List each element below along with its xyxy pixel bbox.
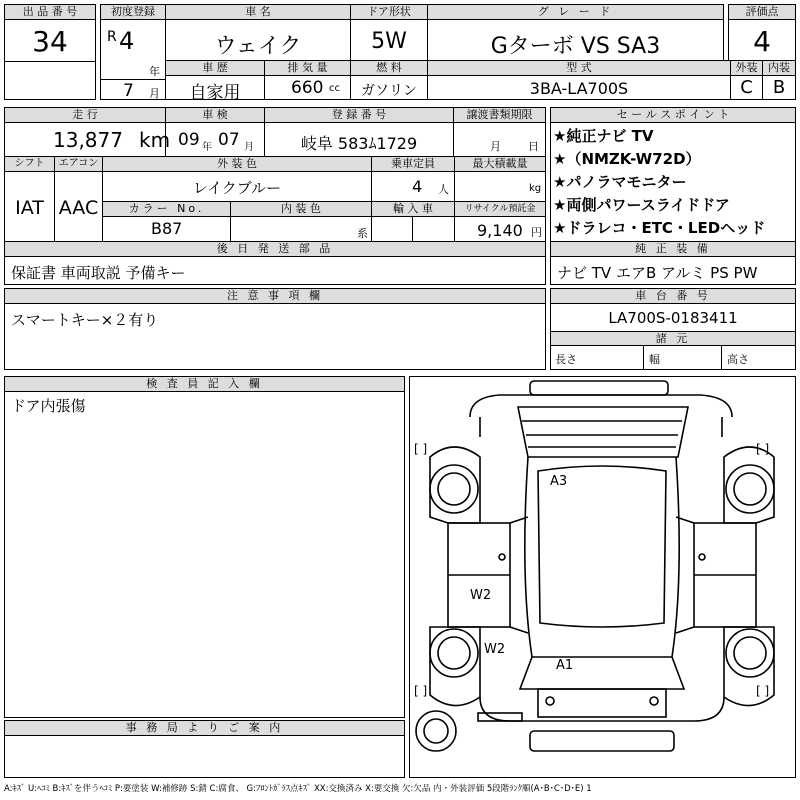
- score-box: [728, 4, 796, 61]
- damage-mark: W2: [470, 588, 492, 603]
- specs-length: 長さ: [555, 353, 577, 366]
- import-box: [371, 201, 455, 242]
- inspection-month: 07: [218, 130, 240, 150]
- chassis-box: [550, 288, 796, 370]
- door-label: ドア形状: [351, 5, 427, 20]
- interior-grade-label: 内装: [763, 61, 795, 76]
- exterior-color-label: 外 装 色: [103, 157, 371, 172]
- lot-number: 34: [32, 25, 68, 58]
- inspection-year-unit: 年: [202, 142, 212, 153]
- color-no: B87: [151, 219, 183, 238]
- door-type: 5W: [371, 29, 407, 54]
- shift-label: シフト: [5, 157, 54, 172]
- import-label: 輸 入 車: [372, 202, 454, 217]
- specs-height: 高さ: [727, 353, 749, 366]
- exterior-grade-box: [730, 60, 763, 100]
- capacity-unit: 人: [438, 183, 449, 196]
- interior-grade-box: [762, 60, 796, 100]
- displacement-unit: cc: [329, 83, 340, 94]
- model-label: 型 式: [428, 61, 730, 76]
- model: 3BA-LA700S: [529, 79, 629, 98]
- legend: A:ｷｽﾞ U:ﾍｺﾐ B:ｷｽﾞを伴うﾍｺﾐ P:要塗装 W:補修跡 S:錆 C:腐食、 G:ﾌﾛﾝﾄｶﾞﾗｽ点ｷｽﾞ XX:交換済み X:要交換 欠:欠品 内・外装評価 5段階ﾗﾝｸ順(A･B･C･D･E) 1: [4, 784, 592, 794]
- exterior-color-box: [102, 156, 372, 202]
- sales-point-item: ★（NMZK-W72D）: [553, 150, 701, 168]
- inspection-month-unit: 月: [244, 142, 254, 153]
- car-name-box: [165, 4, 351, 61]
- score: 4: [753, 25, 771, 58]
- mileage-label: 走 行: [5, 108, 165, 123]
- specs-label: 諸 元: [550, 331, 796, 346]
- recycle-box: [454, 201, 546, 242]
- displacement: 660: [291, 78, 324, 98]
- first-reg-month: 7: [123, 81, 134, 101]
- car-name-label: 車 名: [166, 5, 350, 20]
- damage-mark: A1: [556, 658, 574, 673]
- car-diagram-drawing: [410, 377, 795, 777]
- equipment: ナビ TV エアB アルミ PS PW: [557, 264, 758, 282]
- shift-box: [4, 156, 55, 242]
- displacement-label: 排 気 量: [265, 61, 350, 76]
- sales-point-item: ★パノラマモニター: [553, 173, 687, 191]
- transfer-box: [453, 107, 546, 157]
- mileage-unit: km: [139, 128, 171, 152]
- interior-grade: B: [772, 77, 786, 98]
- max-load-box: [454, 156, 546, 202]
- sales-points-box: [550, 107, 796, 242]
- notes-box: [4, 288, 546, 370]
- first-reg-year: 4: [119, 27, 135, 55]
- equipment-box: [550, 241, 796, 285]
- sales-point-item: ★純正ナビ TV: [553, 127, 654, 145]
- grade: Gターボ VS SA3: [490, 34, 661, 59]
- recycle-unit: 円: [531, 226, 542, 239]
- color-no-label: カラー No.: [103, 202, 230, 217]
- plate-box: [264, 107, 454, 157]
- door-box: [350, 4, 428, 61]
- capacity-label: 乗車定員: [372, 157, 454, 172]
- aircon-box: [54, 156, 103, 242]
- grade-label: グ レ ー ド: [428, 5, 723, 20]
- notes: スマートキー×２有り: [11, 311, 159, 329]
- car-diagram: [409, 376, 796, 778]
- damage-mark: W2: [484, 642, 506, 657]
- fuel-label: 燃 料: [351, 61, 427, 76]
- grade-box: [427, 4, 724, 61]
- office-box: [4, 720, 405, 778]
- exterior-grade: C: [740, 77, 753, 98]
- car-name: ウェイク: [214, 34, 302, 59]
- bracket-right-top: [ ]: [756, 442, 770, 456]
- displacement-box: [264, 60, 351, 100]
- mileage: 13,877: [53, 128, 123, 152]
- sales-points-label: セ ー ル ス ポ イ ン ト: [551, 108, 795, 123]
- recycle-label: リサイクル預託金: [455, 202, 545, 217]
- transfer-day-unit: 日: [528, 140, 539, 153]
- inspector-box: [4, 376, 405, 718]
- damage-mark: A3: [550, 474, 568, 489]
- month-unit: 月: [149, 87, 160, 100]
- interior-color-box: [230, 201, 372, 242]
- bracket-right-bottom: [ ]: [756, 684, 770, 698]
- fuel-box: [350, 60, 428, 100]
- exterior-grade-label: 外装: [731, 61, 762, 76]
- max-load-label: 最大積載量: [455, 157, 545, 172]
- inspection-label: 車 検: [166, 108, 264, 123]
- sales-point-item: ★両側パワースライドドア: [553, 196, 730, 214]
- bracket-left-bottom: [ ]: [414, 684, 428, 698]
- mileage-box: [4, 107, 171, 157]
- score-label: 評価点: [729, 5, 795, 20]
- max-load-unit: kg: [529, 183, 542, 194]
- parts: 保証書 車両取説 予備キー: [11, 264, 186, 282]
- inspector-notes: ドア内張傷: [11, 397, 86, 415]
- sales-point-item: ★ドラレコ・ETC・LEDヘッド: [553, 219, 766, 237]
- transfer-label: 譲渡書類期限: [454, 108, 545, 123]
- year-unit: 年: [149, 65, 160, 78]
- inspector-label: 検 査 員 記 入 欄: [5, 377, 404, 392]
- history-box: [165, 60, 265, 103]
- plate-label: 登 録 番 号: [265, 108, 453, 123]
- capacity: 4: [412, 177, 423, 196]
- history: 自家用: [189, 83, 241, 103]
- model-box: [427, 60, 731, 100]
- lot-label: 出 品 番 号: [5, 5, 95, 20]
- chassis-label: 車 台 番 号: [551, 289, 795, 304]
- plate-number: 岐阜 583ﾑ1729: [300, 134, 418, 153]
- chassis-number: LA700S-0183411: [608, 309, 738, 327]
- inspection-year: 09: [178, 130, 200, 150]
- transfer-month-unit: 月: [490, 140, 501, 153]
- aircon-label: エアコン: [55, 157, 102, 172]
- equipment-label: 純 正 装 備: [551, 242, 795, 257]
- color-no-box: [102, 201, 231, 242]
- capacity-box: [371, 156, 455, 202]
- era-letter: R: [107, 29, 117, 45]
- office-label: 事 務 局 よ り ご 案 内: [5, 721, 404, 736]
- parts-box: [4, 241, 546, 285]
- recycle-amount: 9,140: [477, 221, 523, 240]
- exterior-color: レイクブルー: [192, 179, 282, 197]
- first-registration-box: [100, 4, 166, 100]
- specs-width: 幅: [649, 353, 660, 366]
- bracket-left-top: [ ]: [414, 442, 428, 456]
- interior-color-label: 内 装 色: [231, 202, 371, 217]
- notes-label: 注 意 事 項 欄: [5, 289, 545, 304]
- interior-color-unit: 系: [357, 227, 368, 240]
- shift: IAT: [15, 197, 44, 219]
- fuel: ガソリン: [361, 83, 417, 99]
- lot-box: [4, 4, 96, 100]
- history-label: 車 歴: [166, 61, 264, 76]
- first-registration-label: 初度登録: [101, 5, 165, 20]
- aircon: AAC: [58, 197, 99, 219]
- inspection-box: [165, 107, 265, 157]
- parts-label: 後 日 発 送 部 品: [5, 242, 545, 257]
